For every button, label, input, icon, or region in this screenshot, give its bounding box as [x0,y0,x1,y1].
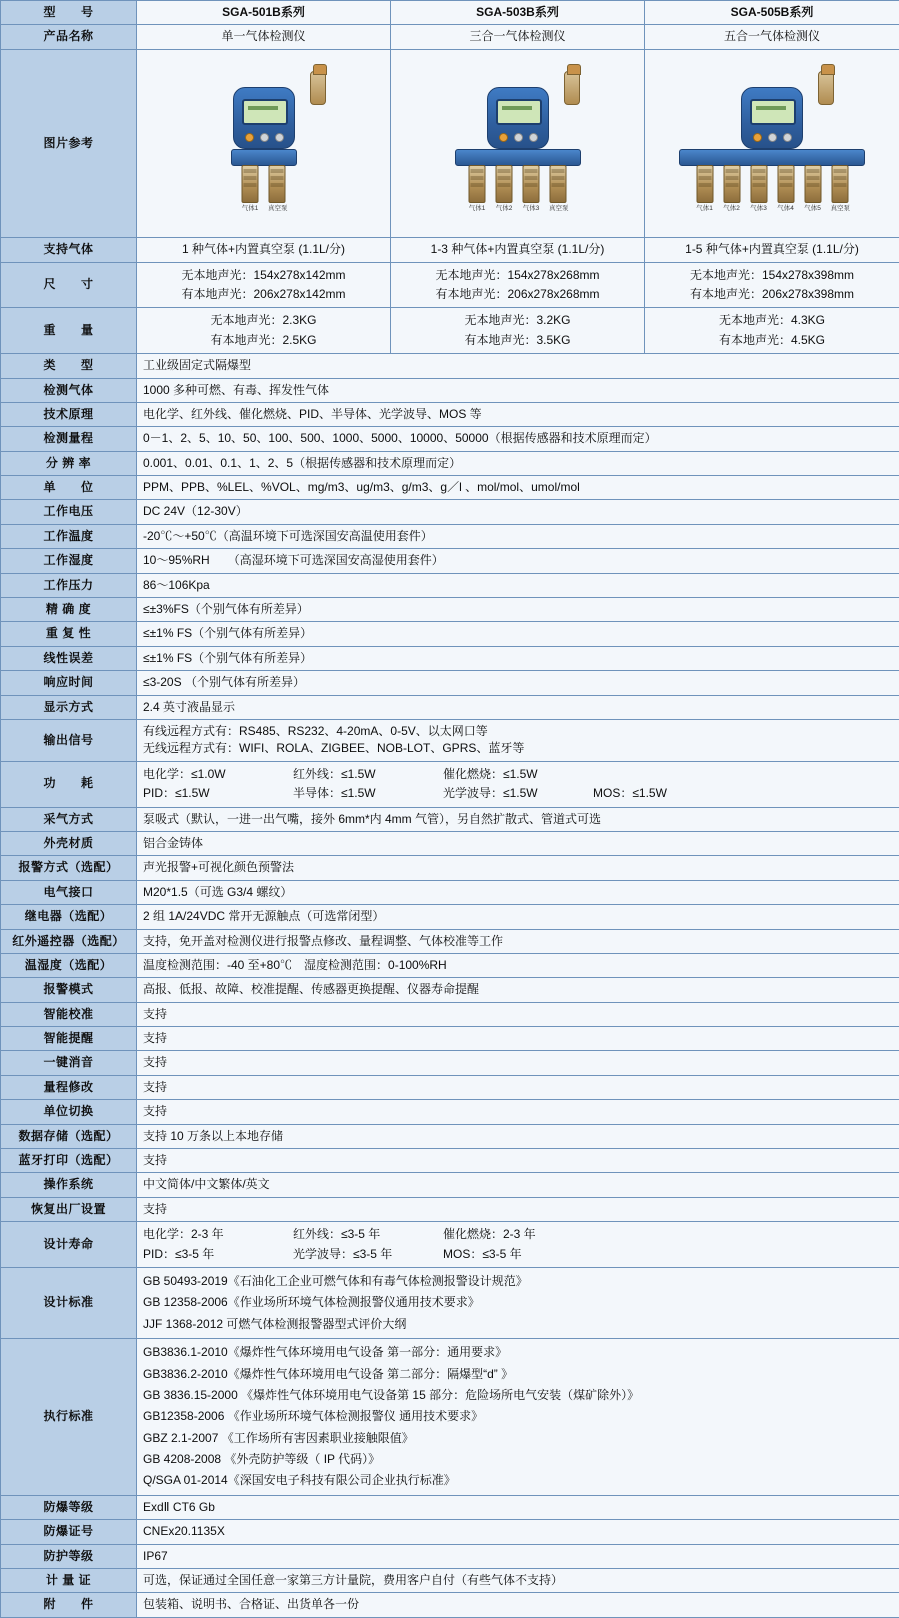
table-row-alarm-method [1,856,899,880]
row-value-relay: 2 组 1A/24VDC 常开无源触点（可选常闭型） [137,905,899,929]
row-value-factory-reset: 支持 [137,1197,899,1221]
row-value-response-time: ≤3-20S （个别气体有所差异） [137,671,899,695]
row-label-alarm-method: 报警方式（选配） [1,856,137,880]
row-value-type: 工业级固定式隔爆型 [137,354,899,378]
row-label-temp-humidity-option: 温湿度（选配） [1,953,137,977]
table-row-metrology-cert [1,1569,899,1593]
row-value-mute: 支持 [137,1051,899,1075]
gas-port-label: 气体3 [522,205,540,212]
row-value-smart-calibration: 支持 [137,1002,899,1026]
row-label-metrology-cert: 计 量 证 [1,1569,137,1593]
detector-knob-icon [529,133,538,142]
row-value-resolution: 0.001、0.01、0.1、1、2、5（根据传感器和技术原理而定） [137,451,899,475]
table-row-detect-gas [1,378,899,402]
gas-port-label: 真空泵 [831,205,849,212]
gas-port-label: 气体3 [750,205,768,212]
output-signal-wireless: 无线远程方式有：WIFI、ROLA、ZIGBEE、NOB-LOT、GPRS、蓝牙等 [143,740,893,757]
power-item: 催化燃烧：≤1.5W [443,765,593,784]
exec-standard-item: GB3836.1-2010《爆炸性气体环境用电气设备 第一部分：通用要求》 [143,1342,893,1363]
table-row-smart-reminder [1,1027,899,1051]
row-label-design-life: 设计寿命 [1,1222,137,1268]
table-row-bluetooth-print [1,1149,899,1173]
row-label-voltage: 工作电压 [1,500,137,524]
weight-value: 有本地声光：2.5KG [143,331,384,350]
row-label-unit-switch: 单位切换 [1,1100,137,1124]
row-value-data-storage: 支持 10 万条以上本地存储 [137,1124,899,1148]
detector-knob-icon [783,133,792,142]
exec-standard-item: GB3836.2-2010《爆炸性气体环境用电气设备 第二部分：隔爆型“d” 》 [143,1364,893,1385]
table-row-exec-standard [1,1339,899,1496]
row-label-bluetooth-print: 蓝牙打印（选配） [1,1149,137,1173]
size-value: 有本地声光：206x278x268mm [397,285,638,304]
vacuum-pump-tube-icon [269,165,286,203]
weight-col-2 [391,308,645,354]
device-image-3-gas [391,49,645,237]
gas-port-group-1 [241,165,286,212]
weight-value: 有本地声光：3.5KG [397,331,638,350]
device-image-5-gas [645,49,899,237]
row-label-ip-rating: 防护等级 [1,1544,137,1568]
table-row-ip-rating [1,1544,899,1568]
design-life-item: 催化燃烧：2-3 年 [443,1225,593,1244]
exec-standard-item: GBZ 2.1-2007 《工作场所有害因素职业接触限值》 [143,1428,893,1449]
row-value-pressure: 86～106Kpa [137,573,899,597]
row-label-power: 功 耗 [1,761,137,807]
row-label-output-signal: 输出信号 [1,719,137,761]
row-value-ex-cert: CNEx20.1135X [137,1520,899,1544]
row-value-display: 2.4 英寸液晶显示 [137,695,899,719]
table-row-pressure [1,573,899,597]
row-value-repeatability: ≤±1% FS（个别气体有所差异） [137,622,899,646]
design-life-item: 光学波导：≤3-5 年 [293,1245,443,1264]
gas-port [468,165,486,212]
row-value-design-life [137,1222,899,1268]
detector-housing-icon [741,87,803,149]
gas-port-label: 气体5 [804,205,822,212]
table-row-technology [1,402,899,426]
row-value-ip-rating: IP67 [137,1544,899,1568]
gas-port-tube-icon [777,165,794,203]
table-row-output-signal [1,719,899,761]
row-label-design-standard: 设计标准 [1,1267,137,1338]
row-value-bluetooth-print: 支持 [137,1149,899,1173]
table-row-relay [1,905,899,929]
power-line-1 [143,765,893,784]
row-label-smart-reminder: 智能提醒 [1,1027,137,1051]
row-value-electrical-interface: M20*1.5（可选 G3/4 螺纹） [137,880,899,904]
row-label-product-name: 产品名称 [1,25,137,49]
gas-port-tube-icon [723,165,740,203]
gas-port [241,165,259,212]
gas-port-label: 气体2 [495,205,513,212]
row-value-exec-standard [137,1339,899,1496]
weight-value: 无本地声光：3.2KG [397,311,638,330]
device-illustration-3 [397,53,638,229]
power-item: PID：≤1.5W [143,784,293,803]
gas-port-label: 气体4 [777,205,795,212]
weight-value: 无本地声光：2.3KG [143,311,384,330]
row-value-smart-reminder: 支持 [137,1027,899,1051]
row-label-support-gas: 支持气体 [1,238,137,262]
model-col-2: SGA-503B系列 [391,1,645,25]
support-gas-2: 1-3 种气体+内置真空泵 (1.1L/分) [391,238,645,262]
row-label-ir-remote: 红外遥控器（选配） [1,929,137,953]
table-row-design-standard [1,1267,899,1338]
table-row-type [1,354,899,378]
gas-port-label: 气体1 [468,205,486,212]
output-signal-wired: 有线远程方式有：RS485、RS232、4-20mA、0-5V、以太网口等 [143,723,893,740]
sensor-cap-icon [310,71,326,105]
row-label-os: 操作系统 [1,1173,137,1197]
row-value-range: 0－1、2、5、10、50、100、500、1000、5000、10000、50000（根据传感器和技术原理而定） [137,427,899,451]
table-row-factory-reset [1,1197,899,1221]
row-value-temp-humidity-option: 温度检测范围：-40 至+80℃ 湿度检测范围：0-100%RH [137,953,899,977]
design-standard-item: GB 12358-2006《作业场所环境气体检测报警仪通用技术要求》 [143,1292,893,1313]
row-value-ex-rating: ExdⅡ CT6 Gb [137,1495,899,1519]
row-label-housing-material: 外壳材质 [1,831,137,855]
gas-port [777,165,795,212]
table-row-product-name [1,25,899,49]
table-row-ir-remote [1,929,899,953]
product-name-1: 单一气体检测仪 [137,25,391,49]
gas-port [750,165,768,212]
exec-standard-item: GB 4208-2008 《外壳防护等级（ IP 代码）》 [143,1449,893,1470]
weight-value: 有本地声光：4.5KG [651,331,893,350]
row-label-unit: 单 位 [1,476,137,500]
table-row-response-time [1,671,899,695]
gas-port-tube-icon [523,165,540,203]
detector-knob-icon [753,133,762,142]
row-label-model: 型 号 [1,1,137,25]
row-label-range: 检测量程 [1,427,137,451]
row-value-range-edit: 支持 [137,1075,899,1099]
table-row-electrical-interface [1,880,899,904]
power-item: 电化学：≤1.0W [143,765,293,784]
design-life-item: PID：≤3-5 年 [143,1245,293,1264]
gas-port [268,165,286,212]
table-row-ex-rating [1,1495,899,1519]
size-value: 有本地声光：206x278x398mm [651,285,893,304]
table-row-range [1,427,899,451]
gas-port-tube-icon [804,165,821,203]
design-life-item: MOS：≤3-5 年 [443,1245,593,1264]
gas-port [723,165,741,212]
detector-housing-icon [487,87,549,149]
table-row-os [1,1173,899,1197]
detector-housing-icon [233,87,295,149]
table-row-linear-error [1,646,899,670]
row-label-size: 尺 寸 [1,262,137,308]
row-label-mute: 一键消音 [1,1051,137,1075]
row-value-output-signal [137,719,899,761]
design-life-grid [143,1225,893,1264]
table-row-model [1,1,899,25]
table-row-weight [1,308,899,354]
gas-port [522,165,540,212]
size-col-1 [137,262,391,308]
detector-screen-icon [242,99,288,125]
row-label-sampling: 采气方式 [1,807,137,831]
size-value: 有本地声光：206x278x142mm [143,285,384,304]
row-label-weight: 重 量 [1,308,137,354]
row-label-response-time: 响应时间 [1,671,137,695]
detector-knob-icon [260,133,269,142]
gas-manifold-icon [679,149,865,166]
design-life-item: 电化学：2-3 年 [143,1225,293,1244]
row-value-temperature: -20℃～+50℃（高温环境下可选深国安高温使用套件） [137,524,899,548]
table-row-image-reference [1,49,899,237]
table-row-voltage [1,500,899,524]
row-value-alarm-method: 声光报警+可视化颜色预警法 [137,856,899,880]
size-col-2 [391,262,645,308]
table-row-accuracy [1,598,899,622]
row-value-linear-error: ≤±1% FS（个别气体有所差异） [137,646,899,670]
power-item: 光学波导：≤1.5W [443,784,593,803]
gas-port-label: 气体2 [723,205,741,212]
row-value-accuracy: ≤±3%FS（个别气体有所差异） [137,598,899,622]
gas-manifold-icon [455,149,581,166]
design-life-line-1 [143,1225,893,1244]
table-row-power [1,761,899,807]
row-label-factory-reset: 恢复出厂设置 [1,1197,137,1221]
row-label-repeatability: 重 复 性 [1,622,137,646]
product-name-3: 五合一气体检测仪 [645,25,899,49]
gas-port-label: 真空泵 [549,205,567,212]
power-item: 红外线：≤1.5W [293,765,443,784]
table-row-accessories [1,1593,899,1617]
row-label-ex-cert: 防爆证号 [1,1520,137,1544]
size-col-3 [645,262,899,308]
row-label-accuracy: 精 确 度 [1,598,137,622]
device-illustration-1 [143,53,384,229]
gas-port-tube-icon [696,165,713,203]
support-gas-3: 1-5 种气体+内置真空泵 (1.1L/分) [645,238,899,262]
detector-screen-icon [496,99,542,125]
gas-port [549,165,567,212]
gas-port-tube-icon [496,165,513,203]
size-value: 无本地声光：154x278x398mm [651,266,893,285]
table-row-mute [1,1051,899,1075]
row-value-unit-switch: 支持 [137,1100,899,1124]
gas-port [696,165,714,212]
row-label-temperature: 工作温度 [1,524,137,548]
row-label-linear-error: 线性误差 [1,646,137,670]
gas-port [495,165,513,212]
gas-port [804,165,822,212]
row-value-sampling: 泵吸式（默认，一进一出气嘴，接外 6mm*内 4mm 气管），另自然扩散式、管道式可选 [137,807,899,831]
row-value-housing-material: 铝合金铸体 [137,831,899,855]
gas-port [831,165,849,212]
row-value-design-standard [137,1267,899,1338]
row-value-voltage: DC 24V（12-30V） [137,500,899,524]
row-value-metrology-cert: 可选，保证通过全国任意一家第三方计量院，费用客户自付（有些气体不支持） [137,1569,899,1593]
exec-standard-item: GB12358-2006 《作业场所环境气体检测报警仪 通用技术要求》 [143,1406,893,1427]
row-value-technology: 电化学、红外线、催化燃烧、PID、半导体、光学波导、MOS 等 [137,402,899,426]
design-standard-item: JJF 1368-2012 可燃气体检测报警器型式评价大纲 [143,1314,893,1335]
detector-knob-icon [245,133,254,142]
gas-port-label: 气体1 [241,205,259,212]
weight-col-3 [645,308,899,354]
detector-screen-icon [750,99,796,125]
table-row-data-storage [1,1124,899,1148]
table-row-display [1,695,899,719]
gas-port-tube-icon [469,165,486,203]
row-value-accessories: 包装箱、说明书、合格证、出货单各一份 [137,1593,899,1617]
row-label-accessories: 附 件 [1,1593,137,1617]
row-value-os: 中文简体/中文繁体/英文 [137,1173,899,1197]
table-row-range-edit [1,1075,899,1099]
detector-knob-icon [514,133,523,142]
table-row-resolution [1,451,899,475]
row-label-ex-rating: 防爆等级 [1,1495,137,1519]
exec-standard-item: Q/SGA 01-2014《深国安电子科技有限公司企业执行标准》 [143,1470,893,1491]
device-illustration-5 [651,53,893,229]
model-col-1: SGA-501B系列 [137,1,391,25]
gas-port-label: 真空泵 [268,205,286,212]
vacuum-pump-tube-icon [550,165,567,203]
row-label-humidity: 工作湿度 [1,549,137,573]
weight-col-1 [137,308,391,354]
row-label-electrical-interface: 电气接口 [1,880,137,904]
power-line-2 [143,784,893,803]
power-item: 半导体：≤1.5W [293,784,443,803]
table-row-temp-humidity-option [1,953,899,977]
row-label-smart-calibration: 智能校准 [1,1002,137,1026]
design-life-item: 红外线：≤3-5 年 [293,1225,443,1244]
power-item: MOS：≤1.5W [593,784,743,803]
row-value-unit: PPM、PPB、%LEL、%VOL、mg/m3、ug/m3、g/m3、g／l 、mol/mol、umol/mol [137,476,899,500]
row-label-type: 类 型 [1,354,137,378]
row-label-image-reference: 图片参考 [1,49,137,237]
table-row-temperature [1,524,899,548]
weight-value: 无本地声光：4.3KG [651,311,893,330]
detector-knob-icon [768,133,777,142]
detector-knob-icon [275,133,284,142]
table-row-sampling [1,807,899,831]
vacuum-pump-tube-icon [831,165,848,203]
row-value-detect-gas: 1000 多种可燃、有毒、挥发性气体 [137,378,899,402]
table-row-unit-switch [1,1100,899,1124]
sensor-cap-icon [564,71,580,105]
row-label-data-storage: 数据存储（选配） [1,1124,137,1148]
size-value: 无本地声光：154x278x142mm [143,266,384,285]
design-standard-item: GB 50493-2019《石油化工企业可燃气体和有毒气体检测报警设计规范》 [143,1271,893,1292]
row-value-ir-remote: 支持，免开盖对检测仪进行报警点修改、量程调整、气体校准等工作 [137,929,899,953]
sensor-cap-icon [818,71,834,105]
detector-knob-icon [499,133,508,142]
row-label-resolution: 分 辨 率 [1,451,137,475]
table-row-smart-calibration [1,1002,899,1026]
gas-port-label: 气体1 [696,205,714,212]
table-row-ex-cert [1,1520,899,1544]
row-value-humidity: 10～95%RH （高湿环境下可选深国安高湿使用套件） [137,549,899,573]
row-label-range-edit: 量程修改 [1,1075,137,1099]
table-row-humidity [1,549,899,573]
design-life-line-2 [143,1245,893,1264]
gas-port-group-5 [696,165,849,212]
table-row-housing-material [1,831,899,855]
gas-port-tube-icon [242,165,259,203]
device-image-1-gas [137,49,391,237]
support-gas-1: 1 种气体+内置真空泵 (1.1L/分) [137,238,391,262]
row-label-relay: 继电器（选配） [1,905,137,929]
row-label-technology: 技术原理 [1,402,137,426]
product-name-2: 三合一气体检测仪 [391,25,645,49]
row-label-alarm-mode: 报警模式 [1,978,137,1002]
table-row-repeatability [1,622,899,646]
table-row-size [1,262,899,308]
table-row-support-gas [1,238,899,262]
size-value: 无本地声光：154x278x268mm [397,266,638,285]
table-row-alarm-mode [1,978,899,1002]
row-label-display: 显示方式 [1,695,137,719]
exec-standard-item: GB 3836.15-2000 《爆炸性气体环境用电气设备第 15 部分：危险场所电气安装（煤矿除外）》 [143,1385,893,1406]
table-row-unit [1,476,899,500]
gas-port-group-3 [468,165,567,212]
row-label-detect-gas: 检测气体 [1,378,137,402]
gas-manifold-icon [231,149,297,166]
gas-port-tube-icon [750,165,767,203]
row-value-power [137,761,899,807]
row-label-exec-standard: 执行标准 [1,1339,137,1496]
table-row-design-life [1,1222,899,1268]
row-label-pressure: 工作压力 [1,573,137,597]
row-value-alarm-mode: 高报、低报、故障、校准提醒、传感器更换提醒、仪器寿命提醒 [137,978,899,1002]
model-col-3: SGA-505B系列 [645,1,899,25]
